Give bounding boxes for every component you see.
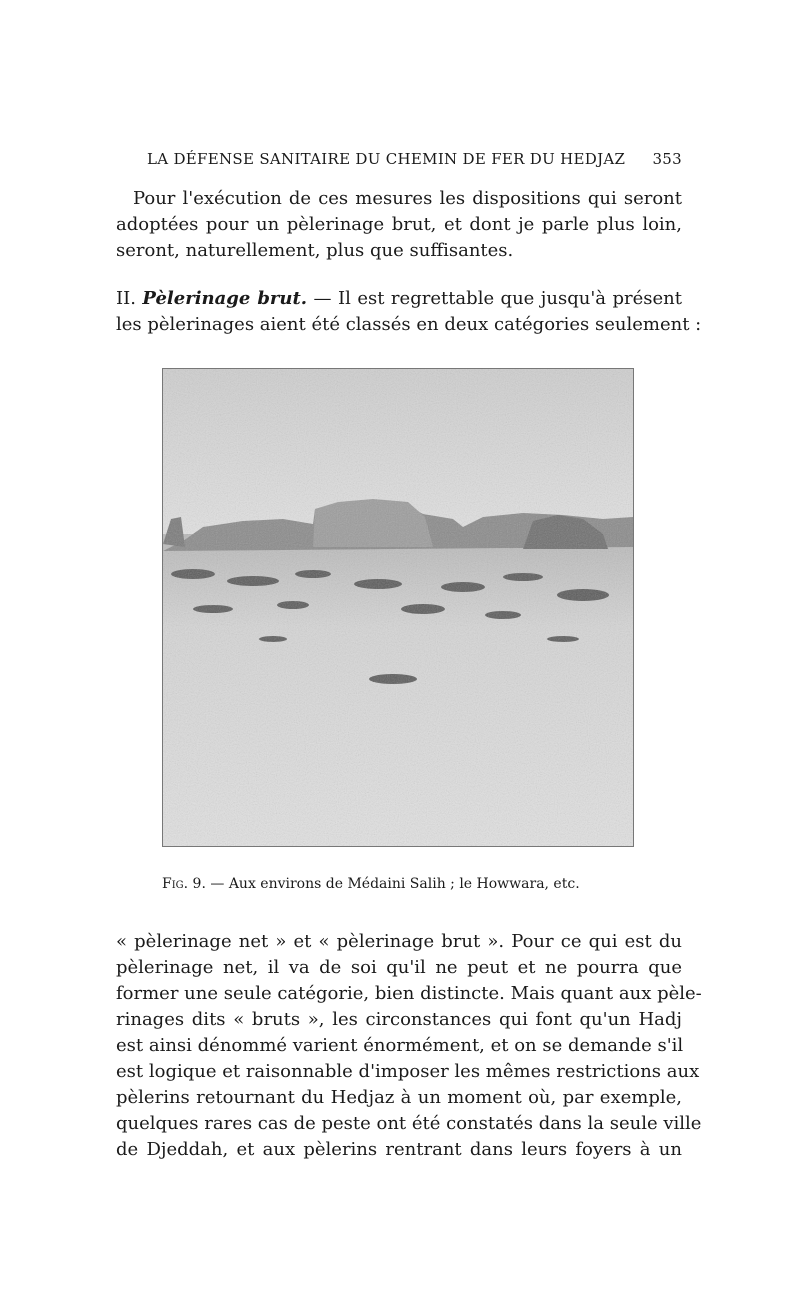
desert-landscape-image	[163, 369, 633, 846]
figure-photo	[162, 368, 634, 847]
figure-caption-text: — Aux environs de Médaini Salih ; le Howwara, etc.	[210, 876, 580, 892]
text-fragment: — Il est regrettable que jusqu'à présent	[313, 288, 682, 309]
page-number: 353	[652, 150, 682, 168]
text-line: « pèlerinage net » et « pèlerinage brut ». Pour ce qui est du	[116, 931, 682, 952]
text-line: quelques rares cas de peste ont été constatés dans la seule ville	[116, 1113, 702, 1134]
text-line: les pèlerinages aient été classés en deux catégories seulement :	[116, 314, 702, 335]
figure-caption	[162, 876, 682, 892]
paragraph-1	[116, 186, 682, 264]
text-line: de Djeddah, et aux pèlerins rentrant dans leurs foyers à un	[116, 1139, 682, 1160]
running-title: LA DÉFENSE SANITAIRE DU CHEMIN DE FER DU HEDJAZ	[147, 150, 626, 168]
text-line: pèlerinage net, il va de soi qu'il ne peut et ne pourra que	[116, 957, 682, 978]
text-line: seront, naturellement, plus que suffisantes.	[116, 240, 514, 261]
text-line: adoptées pour un pèlerinage brut, et dont je parle plus loin,	[116, 214, 682, 235]
text-line: est logique et raisonnable d'imposer les mêmes restrictions aux	[116, 1061, 700, 1082]
section-number: II.	[116, 288, 136, 309]
section-heading-line	[116, 286, 682, 312]
text-line: Pour l'exécution de ces mesures les dispositions qui seront	[133, 188, 682, 209]
section-paragraph	[116, 286, 702, 338]
text-line: rinages dits « bruts », les circonstances qui font qu'un Hadj	[116, 1009, 682, 1030]
figure-label: Fig. 9.	[162, 876, 206, 892]
text-line: pèlerins retournant du Hedjaz à un moment où, par exemple,	[116, 1087, 682, 1108]
paragraph-3	[116, 929, 702, 1163]
text-line: former une seule catégorie, bien distincte. Mais quant aux pèle-	[116, 983, 702, 1004]
section-heading: Pèlerinage brut.	[142, 288, 308, 309]
text-line: est ainsi dénommé varient énormément, et on se demande s'il	[116, 1035, 684, 1056]
